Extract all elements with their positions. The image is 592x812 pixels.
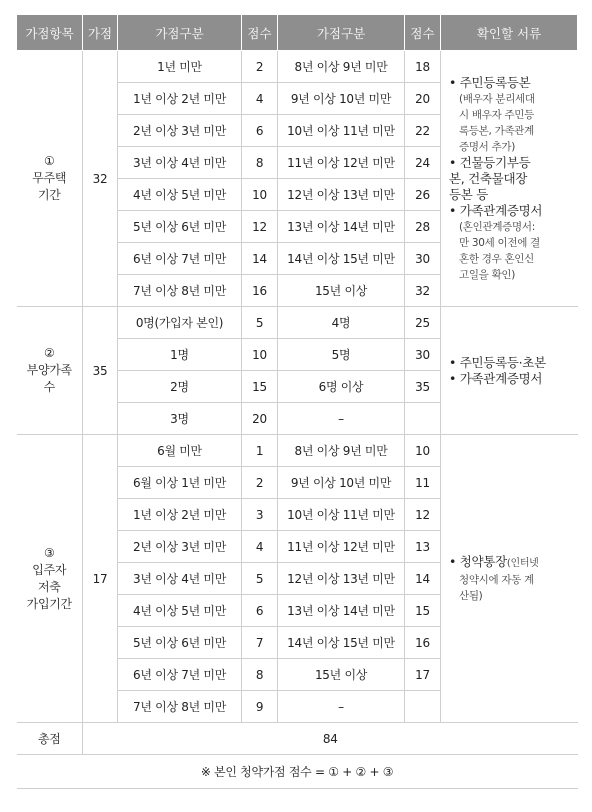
- item-label-line: 수: [43, 380, 55, 394]
- document-item: • 가족관계증명서: [449, 202, 543, 218]
- points-cell: 18: [405, 51, 441, 83]
- category-cell: 5년 이상 6년 미만: [118, 211, 242, 243]
- category-cell: 2년 이상 3년 미만: [118, 531, 242, 563]
- document-note: 록등본, 가족관계: [459, 124, 534, 137]
- table-body: [17, 51, 578, 789]
- category-cell: 3년 이상 4년 미만: [118, 563, 242, 595]
- category-cell: 14년 이상 15년 미만: [278, 243, 405, 275]
- points-cell: 16: [242, 275, 278, 307]
- category-cell: 3명: [118, 403, 242, 435]
- points-cell: 8: [242, 659, 278, 691]
- points-cell: 13: [405, 531, 441, 563]
- points-cell: 9: [242, 691, 278, 723]
- max-score-cell: 32: [83, 51, 118, 307]
- document-item: • 가족관계증명서: [449, 370, 543, 386]
- points-cell: 15: [242, 371, 278, 403]
- max-score-cell: 17: [83, 435, 118, 723]
- header-row: [17, 15, 578, 51]
- document-note: 혼한 경우 혼인신: [459, 252, 534, 265]
- table-row: [17, 435, 578, 467]
- max-score-cell: 35: [83, 307, 118, 435]
- documents-cell: [441, 435, 578, 723]
- note-row: [17, 755, 578, 789]
- total-value: 84: [83, 723, 578, 755]
- points-cell: 25: [405, 307, 441, 339]
- item-cell: [17, 435, 83, 723]
- documents-cell: [441, 307, 578, 435]
- category-cell: 1년 이상 2년 미만: [118, 83, 242, 115]
- category-cell: 1년 미만: [118, 51, 242, 83]
- header-cell: 가점: [83, 15, 118, 51]
- points-cell: 10: [405, 435, 441, 467]
- points-cell: 2: [242, 51, 278, 83]
- item-cell: [17, 51, 83, 307]
- points-cell: 2: [242, 467, 278, 499]
- document-note: (혼인관계증명서:: [459, 220, 535, 233]
- category-cell: 4년 이상 5년 미만: [118, 179, 242, 211]
- category-cell: 5년 이상 6년 미만: [118, 627, 242, 659]
- category-cell: 9년 이상 10년 미만: [278, 467, 405, 499]
- category-cell: –: [278, 403, 405, 435]
- points-cell: 20: [242, 403, 278, 435]
- header-cell: 가점구분: [118, 15, 242, 51]
- category-cell: 2명: [118, 371, 242, 403]
- points-cell: 30: [405, 243, 441, 275]
- header-cell: 가점구분: [278, 15, 405, 51]
- category-cell: 4명: [278, 307, 405, 339]
- category-cell: 11년 이상 12년 미만: [278, 147, 405, 179]
- category-cell: 1명: [118, 339, 242, 371]
- document-item: • 주민등록등본: [449, 74, 531, 90]
- points-cell: 28: [405, 211, 441, 243]
- total-label: 총점: [17, 723, 83, 755]
- category-cell: 0명(가입자 본인): [118, 307, 242, 339]
- points-cell: 4: [242, 531, 278, 563]
- formula-note: ※ 본인 청약가점 점수 = ① + ② + ③: [17, 755, 578, 789]
- points-cell: 12: [242, 211, 278, 243]
- category-cell: 12년 이상 13년 미만: [278, 179, 405, 211]
- total-row: [17, 723, 578, 755]
- points-cell: 3: [242, 499, 278, 531]
- points-cell: 20: [405, 83, 441, 115]
- table-row: [17, 51, 578, 83]
- category-cell: 13년 이상 14년 미만: [278, 211, 405, 243]
- category-cell: 6월 미만: [118, 435, 242, 467]
- category-cell: 6년 이상 7년 미만: [118, 659, 242, 691]
- document-note: 시 배우자 주민등: [459, 108, 534, 121]
- table-row: [17, 307, 578, 339]
- document-item: • 건물등기부등: [449, 154, 531, 170]
- points-cell: 17: [405, 659, 441, 691]
- document-note: 증명서 추가): [459, 140, 516, 153]
- points-cell: 8: [242, 147, 278, 179]
- category-cell: 9년 이상 10년 미만: [278, 83, 405, 115]
- item-label-line: 기간: [37, 188, 61, 202]
- category-cell: 15년 이상: [278, 275, 405, 307]
- points-cell: 15: [405, 595, 441, 627]
- documents-cell: [441, 51, 578, 307]
- points-cell: 7: [242, 627, 278, 659]
- category-cell: 14년 이상 15년 미만: [278, 627, 405, 659]
- document-item: 본, 건축물대장: [449, 170, 527, 186]
- category-cell: 1년 이상 2년 미만: [118, 499, 242, 531]
- points-cell: 10: [242, 179, 278, 211]
- category-cell: 5명: [278, 339, 405, 371]
- points-cell: 14: [242, 243, 278, 275]
- points-cell: 6: [242, 595, 278, 627]
- category-cell: 6명 이상: [278, 371, 405, 403]
- points-cell: 10: [242, 339, 278, 371]
- category-cell: 10년 이상 11년 미만: [278, 115, 405, 147]
- category-cell: 12년 이상 13년 미만: [278, 563, 405, 595]
- points-cell: 5: [242, 563, 278, 595]
- item-cell: [17, 307, 83, 435]
- points-cell: [405, 403, 441, 435]
- points-cell: [405, 691, 441, 723]
- points-cell: 6: [242, 115, 278, 147]
- category-cell: 4년 이상 5년 미만: [118, 595, 242, 627]
- points-cell: 35: [405, 371, 441, 403]
- category-cell: 11년 이상 12년 미만: [278, 531, 405, 563]
- header-cell: 점수: [405, 15, 441, 51]
- document-note: (인터넷: [506, 557, 539, 569]
- category-cell: 3년 이상 4년 미만: [118, 147, 242, 179]
- header-cell: 확인할 서류: [441, 15, 578, 51]
- points-cell: 30: [405, 339, 441, 371]
- points-cell: 11: [405, 467, 441, 499]
- document-note: 고일을 확인): [459, 268, 516, 281]
- category-cell: 10년 이상 11년 미만: [278, 499, 405, 531]
- category-cell: 8년 이상 9년 미만: [278, 435, 405, 467]
- points-cell: 26: [405, 179, 441, 211]
- document-item: • 주민등록등·초본: [449, 354, 546, 370]
- category-cell: 8년 이상 9년 미만: [278, 51, 405, 83]
- category-cell: 2년 이상 3년 미만: [118, 115, 242, 147]
- category-cell: 6년 이상 7년 미만: [118, 243, 242, 275]
- category-cell: 7년 이상 8년 미만: [118, 691, 242, 723]
- item-label-line: 저축: [37, 579, 61, 594]
- points-cell: 1: [242, 435, 278, 467]
- header-cell: 가점항목: [17, 15, 83, 51]
- header-cell: 점수: [242, 15, 278, 51]
- points-cell: 24: [405, 147, 441, 179]
- item-label-line: ③: [44, 545, 55, 560]
- item-label-line: 입주자: [32, 562, 67, 577]
- document-note: (배우자 분리세대: [459, 92, 535, 105]
- item-label-line: 가입기간: [26, 596, 72, 611]
- points-cell: 32: [405, 275, 441, 307]
- category-cell: –: [278, 691, 405, 723]
- document-item: • 청약통장: [449, 553, 507, 569]
- item-label-line: ①: [44, 154, 55, 168]
- item-label-line: 부양가족: [26, 363, 72, 377]
- points-cell: 16: [405, 627, 441, 659]
- document-note: 산됨): [459, 589, 483, 602]
- points-cell: 14: [405, 563, 441, 595]
- points-cell: 5: [242, 307, 278, 339]
- points-cell: 22: [405, 115, 441, 147]
- score-table: [16, 14, 578, 789]
- category-cell: 6월 이상 1년 미만: [118, 467, 242, 499]
- item-label-line: ②: [44, 346, 55, 360]
- document-note: 만 30세 이전에 결: [459, 236, 540, 249]
- category-cell: 7년 이상 8년 미만: [118, 275, 242, 307]
- category-cell: 15년 이상: [278, 659, 405, 691]
- category-cell: 13년 이상 14년 미만: [278, 595, 405, 627]
- points-cell: 12: [405, 499, 441, 531]
- document-item: 등본 등: [449, 186, 488, 202]
- item-label-line: 무주택: [32, 171, 67, 185]
- document-note: 청약시에 자동 계: [459, 573, 534, 586]
- points-cell: 4: [242, 83, 278, 115]
